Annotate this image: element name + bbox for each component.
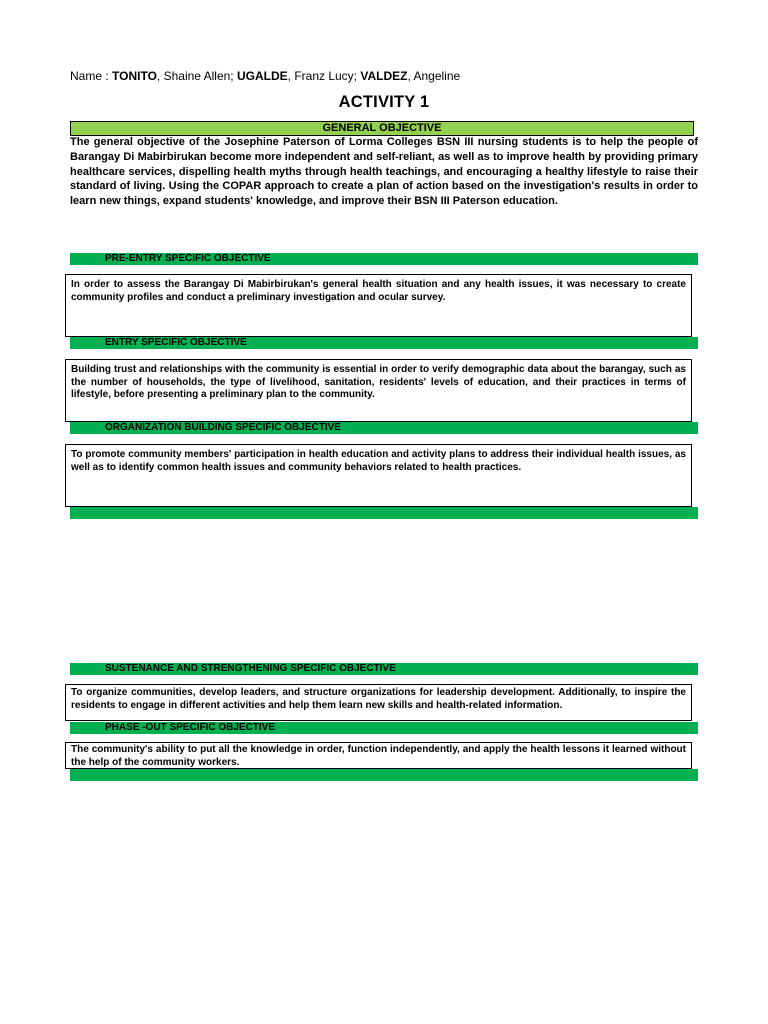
pre-entry-heading: PRE-ENTRY SPECIFIC OBJECTIVE: [70, 253, 698, 265]
entry-text: Building trust and relationships with the community is essential in order to verify demographic data about the barangay, such as the number of households, the type of livelihood, sanitation, residents' levels of education, and their practices in terms of lifestyle, before presenting a preliminary plan to the community.: [71, 364, 686, 400]
phase-out-text-box: [65, 742, 692, 769]
sustenance-heading: SUSTENANCE AND STRENGTHENING SPECIFIC OBJECTIVE: [70, 663, 698, 675]
name-prefix: Name :: [70, 69, 113, 83]
member-last-name: VALDEZ: [360, 69, 408, 83]
general-objective-heading: GENERAL OBJECTIVE: [70, 121, 694, 136]
student-names: [70, 69, 460, 83]
green-divider-bar: [70, 507, 698, 519]
organization-building-text-box: [65, 444, 692, 507]
member-first-name: , Shaine Allen;: [156, 69, 237, 83]
pre-entry-text: In order to assess the Barangay Di Mabirbirukan's general health situation and any health issues, it was necessary to create community profiles and conduct a preliminary investigation and ocular survey.: [71, 279, 686, 303]
page-title: ACTIVITY 1: [338, 93, 430, 111]
entry-text-box: [65, 359, 692, 422]
phase-out-heading: PHASE -OUT SPECIFIC OBJECTIVE: [70, 722, 698, 734]
sustenance-text-box: [65, 684, 692, 721]
pre-entry-text-box: [65, 274, 692, 337]
member-last-name: UGALDE: [236, 69, 288, 83]
entry-heading: ENTRY SPECIFIC OBJECTIVE: [70, 337, 698, 349]
member-first-name: , Franz Lucy;: [287, 69, 361, 83]
phase-out-text: The community's ability to put all the knowledge in order, function independently, and apply the health lessons it learned without the help of the community workers.: [71, 744, 686, 768]
organization-building-heading: ORGANIZATION BUILDING SPECIFIC OBJECTIVE: [70, 422, 698, 434]
green-footer-bar: [70, 769, 698, 781]
member-first-name: , Angeline: [407, 69, 461, 83]
organization-building-text: To promote community members' participation in health education and activity plans to address their individual health issues, as well as to identify common health issues and community behaviors related to health practices.: [71, 449, 686, 473]
general-objective-text: The general objective of the Josephine Paterson of Lorma Colleges BSN III nursing students is to help the people of Barangay Di Mabirbirukan become more independent and self-reliant, as well as to improve health by providing primary healthcare services, dispelling health myths through health teachings, and encouraging a healthy lifestyle to raise their standard of living. Using the COPAR approach to create a plan of action based on the investigation's results in order to learn new things, expand students' knowledge, and improve their BSN III Paterson education.: [70, 136, 698, 208]
sustenance-text: To organize communities, develop leaders, and structure organizations for leadership development. Additionally, to inspire the residents to engage in different activities and help them learn new skills and health-related information.: [71, 687, 686, 711]
member-last-name: TONITO: [112, 69, 157, 83]
